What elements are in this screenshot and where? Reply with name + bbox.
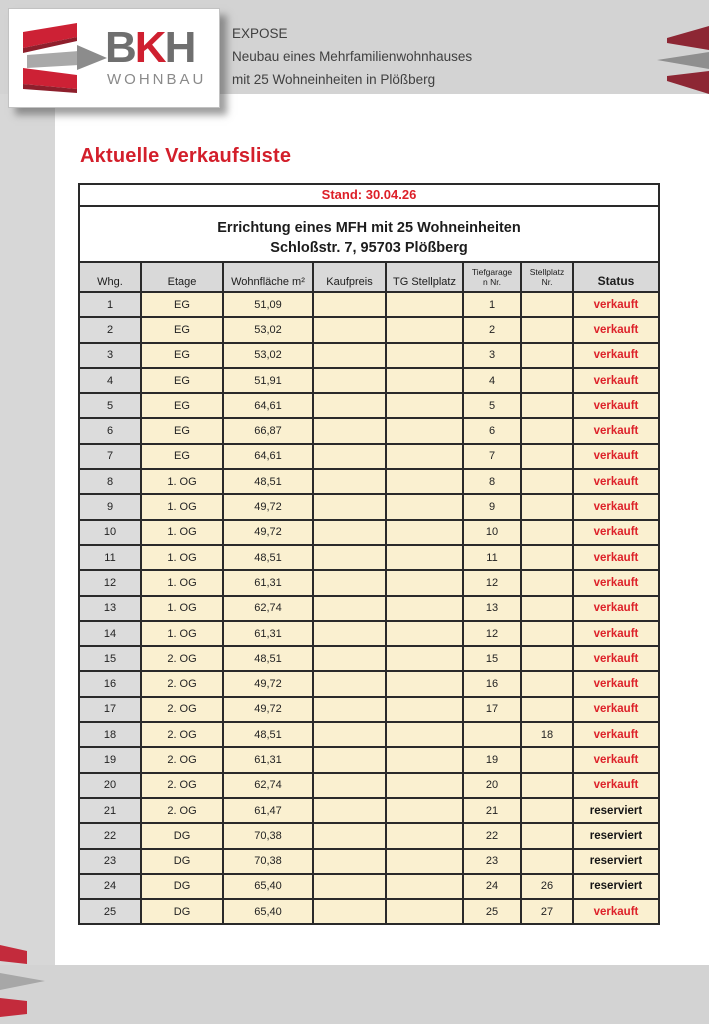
cell-tiefgarage-nr: 5	[464, 394, 522, 417]
cell-status: reserviert	[574, 850, 658, 873]
cell-wohnflaeche: 49,72	[224, 495, 314, 518]
table-row	[80, 369, 658, 394]
cell-etage: DG	[142, 900, 224, 923]
cell-kaufpreis	[314, 900, 387, 923]
cell-status: verkauft	[574, 318, 658, 341]
cell-wohnflaeche: 61,31	[224, 748, 314, 771]
header-subtitle-1: Neubau eines Mehrfamilienwohnhauses	[232, 49, 473, 64]
table-row	[80, 900, 658, 923]
cell-kaufpreis	[314, 723, 387, 746]
cell-etage: EG	[142, 394, 224, 417]
cell-stellplatz-nr	[522, 799, 574, 822]
cell-tg-stellplatz	[387, 546, 464, 569]
cell-tg-stellplatz	[387, 672, 464, 695]
cell-stellplatz-nr	[522, 647, 574, 670]
header-subtitle-2: mit 25 Wohneinheiten in Plößberg	[232, 72, 436, 87]
cell-tg-stellplatz	[387, 369, 464, 392]
cell-tg-stellplatz	[387, 774, 464, 797]
cell-kaufpreis	[314, 394, 387, 417]
cell-etage: 1. OG	[142, 597, 224, 620]
table-row	[80, 647, 658, 672]
cell-tiefgarage-nr: 8	[464, 470, 522, 493]
cell-whg: 9	[80, 495, 142, 518]
cell-whg: 25	[80, 900, 142, 923]
cell-tg-stellplatz	[387, 875, 464, 898]
cell-etage: EG	[142, 318, 224, 341]
table-header-row	[80, 263, 658, 293]
cell-wohnflaeche: 62,74	[224, 774, 314, 797]
table-row	[80, 419, 658, 444]
cell-etage: 1. OG	[142, 495, 224, 518]
company-logo	[8, 8, 220, 108]
cell-tg-stellplatz	[387, 824, 464, 847]
cell-whg: 15	[80, 647, 142, 670]
cell-wohnflaeche: 65,40	[224, 900, 314, 923]
cell-kaufpreis	[314, 571, 387, 594]
cell-kaufpreis	[314, 622, 387, 645]
cell-tiefgarage-nr: 3	[464, 344, 522, 367]
cell-tiefgarage-nr: 24	[464, 875, 522, 898]
cell-stellplatz-nr	[522, 850, 574, 873]
cell-stellplatz-nr	[522, 748, 574, 771]
table-row	[80, 672, 658, 697]
cell-status: verkauft	[574, 293, 658, 316]
table-row	[80, 445, 658, 470]
cell-status: verkauft	[574, 748, 658, 771]
project-title-line2: Schloßstr. 7, 95703 Plößberg	[270, 240, 468, 256]
cell-tiefgarage-nr: 23	[464, 850, 522, 873]
cell-tiefgarage-nr: 21	[464, 799, 522, 822]
cell-tiefgarage-nr: 4	[464, 369, 522, 392]
bkh-logo-text	[105, 23, 207, 88]
cell-kaufpreis	[314, 875, 387, 898]
table-row	[80, 571, 658, 596]
table-row	[80, 293, 658, 318]
table-row	[80, 546, 658, 571]
cell-status: verkauft	[574, 546, 658, 569]
cell-etage: DG	[142, 824, 224, 847]
cell-etage: 2. OG	[142, 799, 224, 822]
cell-stellplatz-nr	[522, 419, 574, 442]
cell-stellplatz-nr	[522, 571, 574, 594]
cell-stellplatz-nr	[522, 698, 574, 721]
cell-kaufpreis	[314, 495, 387, 518]
cell-status: verkauft	[574, 470, 658, 493]
cell-tg-stellplatz	[387, 394, 464, 417]
project-title-line1: Errichtung eines MFH mit 25 Wohneinheiten	[217, 220, 521, 236]
cell-stellplatz-nr	[522, 597, 574, 620]
cell-tg-stellplatz	[387, 495, 464, 518]
cell-tg-stellplatz	[387, 571, 464, 594]
cell-etage: EG	[142, 419, 224, 442]
cell-etage: DG	[142, 850, 224, 873]
cell-tiefgarage-nr: 15	[464, 647, 522, 670]
sales-table	[78, 183, 660, 925]
cell-tg-stellplatz	[387, 748, 464, 771]
table-row	[80, 774, 658, 799]
cell-tg-stellplatz	[387, 850, 464, 873]
col-header-whg: Whg.	[80, 263, 142, 291]
table-row	[80, 394, 658, 419]
cell-whg: 23	[80, 850, 142, 873]
table-row	[80, 622, 658, 647]
cell-whg: 24	[80, 875, 142, 898]
col-header-etage: Etage	[142, 263, 224, 291]
cell-tiefgarage-nr: 16	[464, 672, 522, 695]
cell-status: verkauft	[574, 445, 658, 468]
cell-wohnflaeche: 49,72	[224, 672, 314, 695]
cell-stellplatz-nr	[522, 293, 574, 316]
cell-tg-stellplatz	[387, 470, 464, 493]
cell-whg: 2	[80, 318, 142, 341]
col-header-tiefgaragen-nr: Tiefgarage n Nr.	[464, 263, 522, 291]
cell-etage: EG	[142, 445, 224, 468]
table-body	[80, 293, 658, 923]
cell-status: verkauft	[574, 723, 658, 746]
cell-tiefgarage-nr: 9	[464, 495, 522, 518]
cell-etage: 2. OG	[142, 748, 224, 771]
cell-kaufpreis	[314, 647, 387, 670]
cell-stellplatz-nr	[522, 344, 574, 367]
col-header-stellplatz-nr: Stellplatz Nr.	[522, 263, 574, 291]
table-row	[80, 698, 658, 723]
cell-wohnflaeche: 64,61	[224, 445, 314, 468]
cell-stellplatz-nr	[522, 774, 574, 797]
cell-etage: 2. OG	[142, 723, 224, 746]
cell-status: verkauft	[574, 394, 658, 417]
table-row	[80, 470, 658, 495]
cell-status: verkauft	[574, 344, 658, 367]
cell-etage: EG	[142, 293, 224, 316]
project-title-block	[80, 207, 658, 263]
cell-status: verkauft	[574, 571, 658, 594]
cell-etage: 2. OG	[142, 647, 224, 670]
table-row	[80, 723, 658, 748]
cell-whg: 14	[80, 622, 142, 645]
cell-status: verkauft	[574, 622, 658, 645]
cell-tg-stellplatz	[387, 799, 464, 822]
cell-status: reserviert	[574, 799, 658, 822]
cell-etage: 2. OG	[142, 774, 224, 797]
cell-status: verkauft	[574, 369, 658, 392]
cell-kaufpreis	[314, 546, 387, 569]
corner-logo-bottom-left-icon	[0, 942, 50, 1024]
cell-whg: 13	[80, 597, 142, 620]
table-row	[80, 824, 658, 849]
cell-status: reserviert	[574, 875, 658, 898]
cell-kaufpreis	[314, 521, 387, 544]
table-row	[80, 344, 658, 369]
cell-stellplatz-nr	[522, 672, 574, 695]
cell-tiefgarage-nr: 2	[464, 318, 522, 341]
cell-kaufpreis	[314, 774, 387, 797]
cell-wohnflaeche: 62,74	[224, 597, 314, 620]
cell-stellplatz-nr: 18	[522, 723, 574, 746]
cell-whg: 6	[80, 419, 142, 442]
cell-etage: 1. OG	[142, 622, 224, 645]
table-row	[80, 521, 658, 546]
cell-wohnflaeche: 53,02	[224, 344, 314, 367]
cell-etage: 1. OG	[142, 546, 224, 569]
cell-kaufpreis	[314, 445, 387, 468]
cell-stellplatz-nr: 27	[522, 900, 574, 923]
cell-stellplatz-nr	[522, 546, 574, 569]
col-header-wohnflaeche: Wohnfläche m²	[224, 263, 314, 291]
cell-etage: 2. OG	[142, 672, 224, 695]
cell-stellplatz-nr	[522, 622, 574, 645]
cell-tiefgarage-nr: 22	[464, 824, 522, 847]
cell-wohnflaeche: 48,51	[224, 470, 314, 493]
cell-wohnflaeche: 48,51	[224, 647, 314, 670]
cell-tg-stellplatz	[387, 293, 464, 316]
cell-stellplatz-nr	[522, 369, 574, 392]
table-row	[80, 799, 658, 824]
cell-whg: 20	[80, 774, 142, 797]
cell-status: verkauft	[574, 647, 658, 670]
cell-wohnflaeche: 61,47	[224, 799, 314, 822]
cell-whg: 22	[80, 824, 142, 847]
cell-tiefgarage-nr: 10	[464, 521, 522, 544]
cell-wohnflaeche: 64,61	[224, 394, 314, 417]
cell-whg: 11	[80, 546, 142, 569]
cell-status: verkauft	[574, 698, 658, 721]
cell-tg-stellplatz	[387, 445, 464, 468]
cell-status: verkauft	[574, 495, 658, 518]
cell-wohnflaeche: 61,31	[224, 622, 314, 645]
cell-tiefgarage-nr: 11	[464, 546, 522, 569]
cell-kaufpreis	[314, 748, 387, 771]
cell-tg-stellplatz	[387, 647, 464, 670]
cell-status: verkauft	[574, 419, 658, 442]
stand-date-row: Stand: 30.04.26	[80, 185, 658, 207]
cell-status: verkauft	[574, 900, 658, 923]
cell-stellplatz-nr	[522, 445, 574, 468]
cell-whg: 7	[80, 445, 142, 468]
cell-etage: EG	[142, 344, 224, 367]
cell-stellplatz-nr	[522, 470, 574, 493]
cell-wohnflaeche: 51,09	[224, 293, 314, 316]
table-row	[80, 597, 658, 622]
cell-kaufpreis	[314, 318, 387, 341]
corner-logo-top-right-icon	[655, 24, 709, 96]
cell-tiefgarage-nr: 19	[464, 748, 522, 771]
cell-tiefgarage-nr	[464, 723, 522, 746]
cell-whg: 8	[80, 470, 142, 493]
cell-stellplatz-nr	[522, 394, 574, 417]
cell-whg: 21	[80, 799, 142, 822]
cell-tg-stellplatz	[387, 622, 464, 645]
cell-etage: 1. OG	[142, 470, 224, 493]
col-header-kaufpreis: Kaufpreis	[314, 263, 387, 291]
cell-status: verkauft	[574, 774, 658, 797]
cell-tg-stellplatz	[387, 318, 464, 341]
cell-whg: 17	[80, 698, 142, 721]
cell-etage: DG	[142, 875, 224, 898]
cell-tiefgarage-nr: 25	[464, 900, 522, 923]
cell-whg: 5	[80, 394, 142, 417]
cell-stellplatz-nr	[522, 495, 574, 518]
cell-tiefgarage-nr: 1	[464, 293, 522, 316]
cell-wohnflaeche: 61,31	[224, 571, 314, 594]
cell-tiefgarage-nr: 20	[464, 774, 522, 797]
cell-wohnflaeche: 66,87	[224, 419, 314, 442]
cell-tg-stellplatz	[387, 723, 464, 746]
cell-whg: 4	[80, 369, 142, 392]
cell-status: reserviert	[574, 824, 658, 847]
cell-etage: 2. OG	[142, 698, 224, 721]
footer-band	[0, 965, 709, 1024]
cell-kaufpreis	[314, 344, 387, 367]
cell-wohnflaeche: 51,91	[224, 369, 314, 392]
cell-whg: 10	[80, 521, 142, 544]
cell-wohnflaeche: 48,51	[224, 723, 314, 746]
cell-whg: 16	[80, 672, 142, 695]
table-row	[80, 748, 658, 773]
cell-wohnflaeche: 65,40	[224, 875, 314, 898]
cell-stellplatz-nr	[522, 521, 574, 544]
cell-etage: EG	[142, 369, 224, 392]
cell-kaufpreis	[314, 799, 387, 822]
cell-tiefgarage-nr: 6	[464, 419, 522, 442]
cell-kaufpreis	[314, 293, 387, 316]
left-gray-strip	[0, 0, 55, 1024]
cell-kaufpreis	[314, 850, 387, 873]
cell-whg: 12	[80, 571, 142, 594]
table-row	[80, 495, 658, 520]
cell-wohnflaeche: 70,38	[224, 824, 314, 847]
cell-stellplatz-nr: 26	[522, 875, 574, 898]
cell-status: verkauft	[574, 521, 658, 544]
cell-whg: 18	[80, 723, 142, 746]
cell-wohnflaeche: 49,72	[224, 521, 314, 544]
bkh-logo-mark-icon	[15, 20, 111, 96]
cell-wohnflaeche: 53,02	[224, 318, 314, 341]
cell-stellplatz-nr	[522, 318, 574, 341]
cell-tg-stellplatz	[387, 597, 464, 620]
cell-kaufpreis	[314, 597, 387, 620]
cell-status: verkauft	[574, 672, 658, 695]
cell-tg-stellplatz	[387, 344, 464, 367]
cell-whg: 3	[80, 344, 142, 367]
cell-tiefgarage-nr: 7	[464, 445, 522, 468]
col-header-tg-stellplatz: TG Stellplatz	[387, 263, 464, 291]
cell-kaufpreis	[314, 470, 387, 493]
cell-whg: 1	[80, 293, 142, 316]
table-row	[80, 318, 658, 343]
header-text	[232, 22, 472, 91]
col-header-status: Status	[574, 263, 658, 291]
cell-kaufpreis	[314, 369, 387, 392]
expose-label: EXPOSE	[232, 26, 288, 41]
cell-kaufpreis	[314, 698, 387, 721]
cell-tiefgarage-nr: 13	[464, 597, 522, 620]
cell-whg: 19	[80, 748, 142, 771]
cell-wohnflaeche: 48,51	[224, 546, 314, 569]
page-title: Aktuelle Verkaufsliste	[80, 145, 292, 167]
cell-wohnflaeche: 49,72	[224, 698, 314, 721]
bkh-wordmark: BKH	[105, 23, 195, 72]
cell-tiefgarage-nr: 17	[464, 698, 522, 721]
cell-kaufpreis	[314, 824, 387, 847]
cell-status: verkauft	[574, 597, 658, 620]
wohnbau-wordmark: WOHNBAU	[107, 71, 207, 88]
cell-kaufpreis	[314, 672, 387, 695]
cell-kaufpreis	[314, 419, 387, 442]
cell-tg-stellplatz	[387, 419, 464, 442]
cell-wohnflaeche: 70,38	[224, 850, 314, 873]
cell-tg-stellplatz	[387, 521, 464, 544]
cell-tg-stellplatz	[387, 698, 464, 721]
table-row	[80, 850, 658, 875]
cell-etage: 1. OG	[142, 571, 224, 594]
cell-etage: 1. OG	[142, 521, 224, 544]
cell-tg-stellplatz	[387, 900, 464, 923]
cell-tiefgarage-nr: 12	[464, 622, 522, 645]
table-row	[80, 875, 658, 900]
cell-tiefgarage-nr: 12	[464, 571, 522, 594]
cell-stellplatz-nr	[522, 824, 574, 847]
